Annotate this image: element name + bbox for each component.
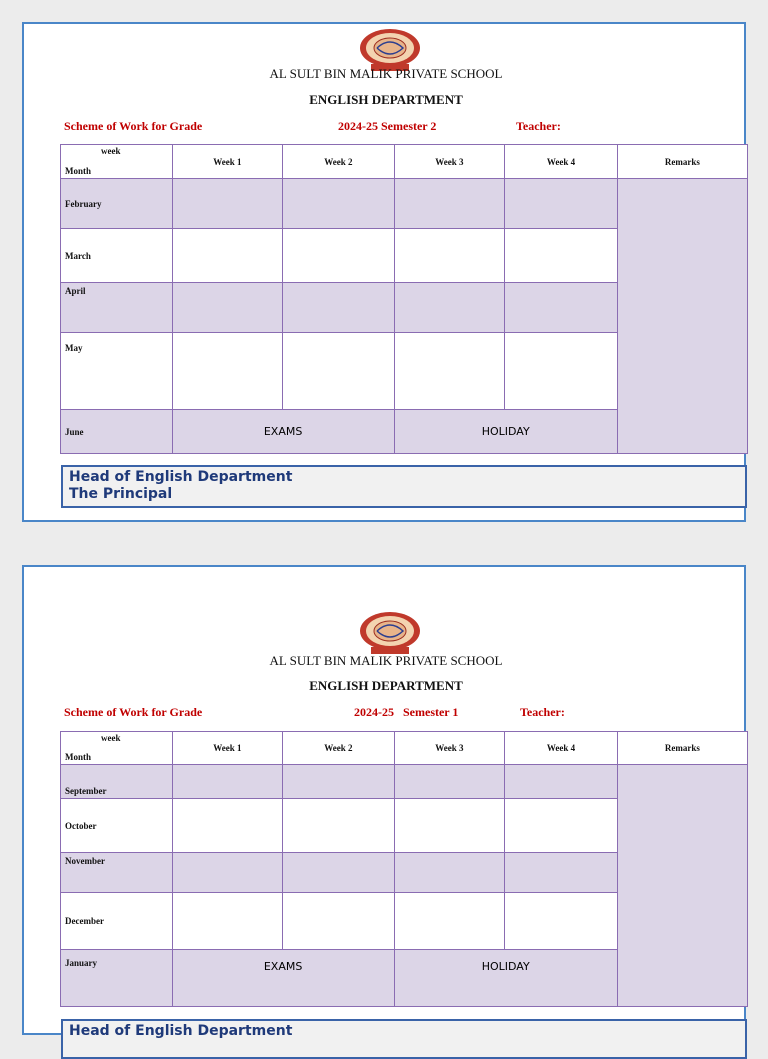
header-week-4: Week 4 (505, 732, 618, 765)
table-header-row (61, 145, 748, 179)
header-month-label: Month (65, 752, 92, 762)
teacher-label: Teacher: (520, 705, 565, 719)
week-cell[interactable] (172, 765, 283, 799)
header-week-4: Week 4 (505, 145, 618, 179)
year-semester: 2024-25 Semester 1 (354, 705, 459, 719)
header-week-label: week (101, 146, 121, 156)
month-cell: April (61, 283, 173, 333)
header-month-week-cell (61, 732, 173, 765)
month-cell: November (61, 853, 173, 893)
week-cell[interactable] (283, 853, 395, 893)
schedule-table (60, 144, 748, 454)
exams-cell: EXAMS (172, 950, 394, 1007)
school-name: AL SULT BIN MALIK PRIVATE SCHOOL (269, 66, 503, 81)
scheme-label: Scheme of Work for Grade (64, 119, 203, 133)
week-cell[interactable] (283, 333, 395, 410)
document-page-2 (22, 565, 746, 1039)
week-cell[interactable] (394, 229, 505, 283)
school-name: AL SULT BIN MALIK PRIVATE SCHOOL (269, 653, 503, 668)
month-cell: February (61, 179, 173, 229)
week-cell[interactable] (394, 333, 505, 410)
header-week-3: Week 3 (394, 732, 505, 765)
week-cell[interactable] (505, 765, 618, 799)
scheme-label: Scheme of Work for Grade (64, 705, 203, 719)
week-cell[interactable] (505, 893, 618, 950)
header-remarks: Remarks (617, 145, 747, 179)
week-cell[interactable] (394, 799, 505, 853)
month-cell: June (61, 410, 173, 454)
remarks-cell[interactable] (617, 179, 747, 454)
exams-cell: EXAMS (172, 410, 394, 454)
header-remarks: Remarks (617, 732, 747, 765)
month-cell: January (61, 950, 173, 1007)
week-cell[interactable] (283, 179, 395, 229)
week-cell[interactable] (172, 283, 283, 333)
table-row (61, 179, 748, 229)
week-cell[interactable] (505, 333, 618, 410)
remarks-cell[interactable] (617, 765, 747, 1007)
head-of-department-label: Head of English Department (69, 1023, 293, 1039)
week-cell[interactable] (172, 179, 283, 229)
holiday-cell: HOLIDAY (394, 410, 617, 454)
head-of-department-label: Head of English Department (69, 469, 293, 485)
week-cell[interactable] (394, 893, 505, 950)
week-cell[interactable] (505, 179, 618, 229)
month-cell: March (61, 229, 173, 283)
week-cell[interactable] (283, 283, 395, 333)
header-week-1: Week 1 (172, 732, 283, 765)
week-cell[interactable] (394, 853, 505, 893)
header-week-1: Week 1 (172, 145, 283, 179)
week-cell[interactable] (172, 853, 283, 893)
month-cell: October (61, 799, 173, 853)
document-page-1 (22, 22, 746, 522)
table-row (61, 765, 748, 799)
principal-label: The Principal (69, 486, 173, 502)
week-cell[interactable] (172, 333, 283, 410)
week-cell[interactable] (394, 179, 505, 229)
header-week-3: Week 3 (394, 145, 505, 179)
week-cell[interactable] (283, 893, 395, 950)
department-title: ENGLISH DEPARTMENT (309, 678, 463, 693)
week-cell[interactable] (394, 283, 505, 333)
month-cell: December (61, 893, 173, 950)
school-emblem-icon (359, 611, 421, 655)
week-cell[interactable] (394, 765, 505, 799)
header-week-2: Week 2 (283, 732, 395, 765)
week-cell[interactable] (172, 893, 283, 950)
year-semester: 2024-25 Semester 2 (338, 119, 437, 133)
holiday-cell: HOLIDAY (394, 950, 617, 1007)
signature-box (61, 1019, 747, 1059)
header-week-2: Week 2 (283, 145, 395, 179)
week-cell[interactable] (172, 229, 283, 283)
week-cell[interactable] (283, 765, 395, 799)
table-header-row (61, 732, 748, 765)
week-cell[interactable] (172, 799, 283, 853)
month-cell: May (61, 333, 173, 410)
month-cell: September (61, 765, 173, 799)
week-cell[interactable] (505, 853, 618, 893)
schedule-table (60, 731, 748, 1007)
signature-box (61, 465, 747, 508)
week-cell[interactable] (505, 283, 618, 333)
header-month-week-cell (61, 145, 173, 179)
header-week-label: week (101, 733, 121, 743)
week-cell[interactable] (505, 229, 618, 283)
week-cell[interactable] (283, 799, 395, 853)
week-cell[interactable] (283, 229, 395, 283)
teacher-label: Teacher: (516, 119, 561, 133)
department-title: ENGLISH DEPARTMENT (309, 92, 463, 107)
header-month-label: Month (65, 166, 92, 176)
week-cell[interactable] (505, 799, 618, 853)
